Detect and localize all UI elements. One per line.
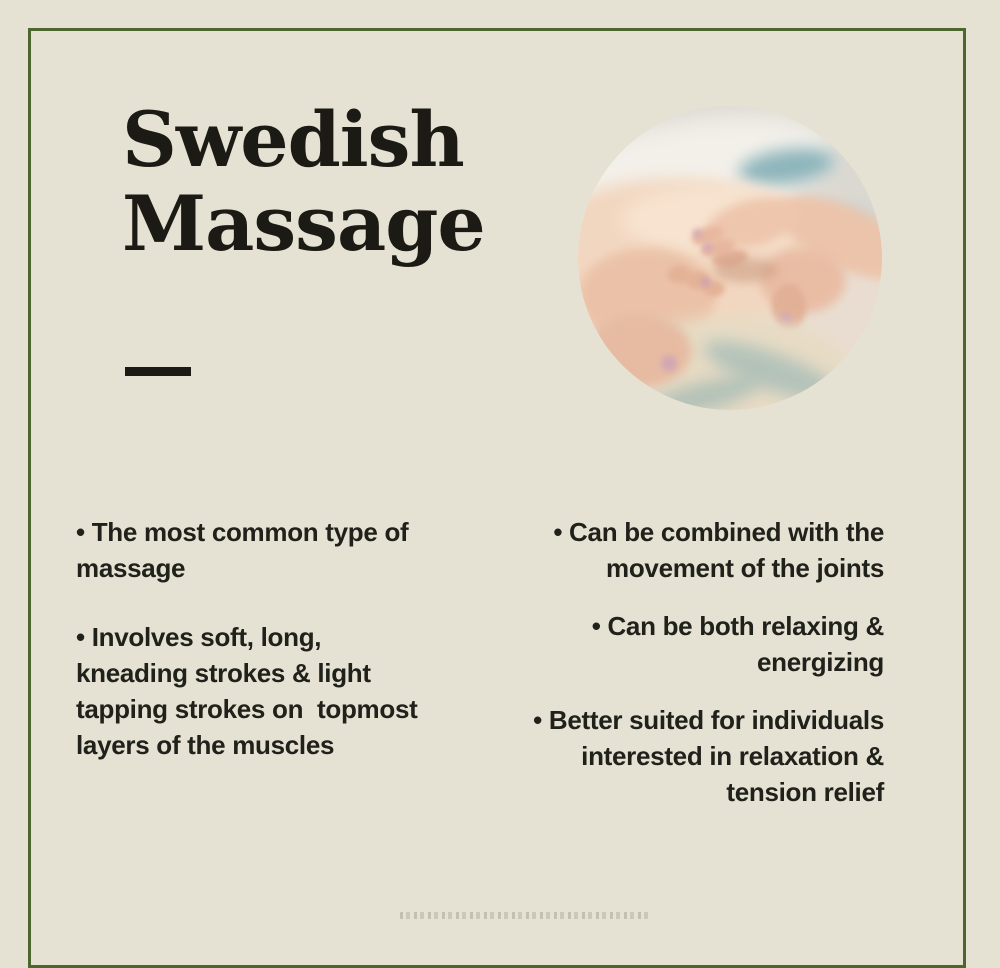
bullet-line: movement of the joints: [606, 553, 884, 583]
bullet-line: interested in relaxation &: [581, 741, 884, 771]
footer-watermark-clipped-text: [400, 912, 652, 919]
massage-photo-illustration: [578, 106, 882, 410]
bullet-item-tension-relief: [404, 702, 884, 810]
bullet-line: tapping strokes on topmost: [76, 694, 418, 724]
page-title: [122, 95, 485, 268]
title-divider-dash: [125, 367, 191, 376]
bullet-line: energizing: [756, 647, 884, 677]
bullet-item-joints: [404, 514, 884, 586]
bullet-line: layers of the muscles: [76, 730, 335, 760]
page-title-line-1: Swedish: [122, 95, 464, 184]
bullet-line: • Can be both relaxing &: [591, 611, 884, 641]
bullet-line: massage: [76, 553, 186, 583]
bullet-line: • Better suited for individuals: [533, 705, 884, 735]
bullet-line: • Involves soft, long,: [76, 622, 322, 652]
bullet-line: tension relief: [726, 777, 884, 807]
massage-photo: [578, 106, 882, 410]
bullet-line: • The most common type of: [76, 517, 409, 547]
bullet-line: kneading strokes & light: [76, 658, 371, 688]
bullet-line: • Can be combined with the: [553, 517, 884, 547]
bullet-item-relaxing-energizing: [404, 608, 884, 680]
page-title-line-2: Massage: [122, 179, 485, 268]
bullet-column-right: [404, 514, 884, 810]
